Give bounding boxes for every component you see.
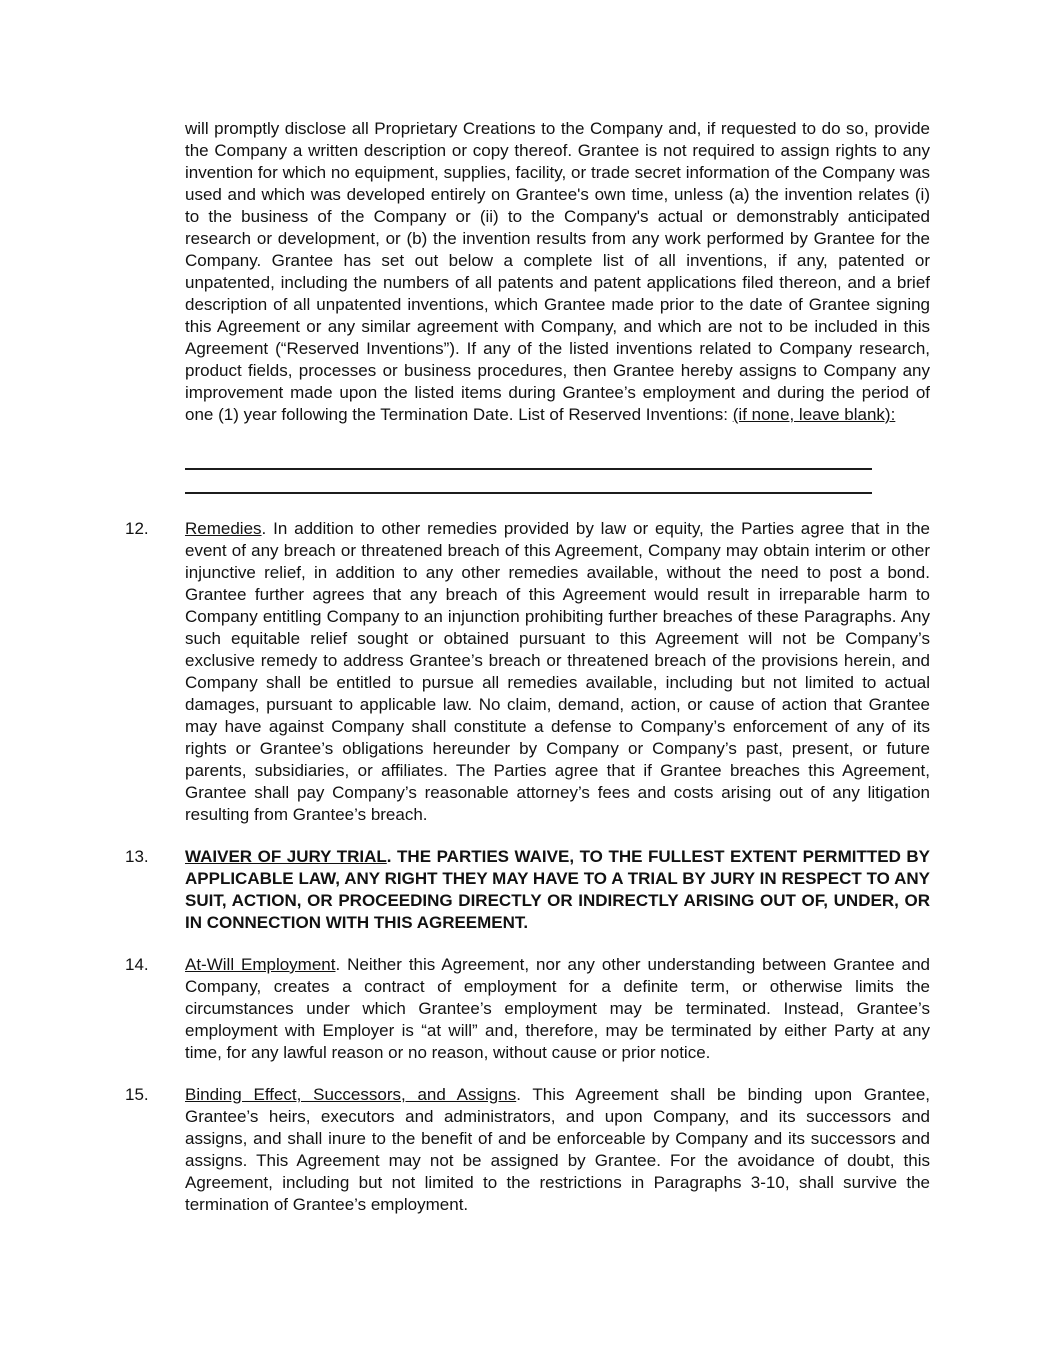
fill-in-instruction: (if none, leave blank):	[732, 405, 896, 424]
section-14-at-will-employment	[125, 954, 930, 1064]
section-12-remedies	[125, 518, 930, 826]
section-13-waiver-of-jury-trial	[125, 846, 931, 934]
section-body: THE PARTIES WAIVE, TO THE FULLEST EXTENT PERMITTED BY APPLICABLE LAW, ANY RIGHT THEY MAY HAVE TO A TRIAL BY JURY IN RESPECT TO ANY SUIT, ACTION, OR PROCEEDING DIRECTLY OR INDIRECTLY ARISING OUT OF, UNDER, OR IN CONNECTION WITH THIS AGREEMENT.	[185, 847, 931, 932]
reserved-inventions-blank-lines	[185, 446, 930, 494]
heading-separator: .	[261, 519, 267, 538]
section-number: 15.	[125, 1085, 149, 1104]
section-heading: At-Will Employment	[185, 955, 336, 974]
document-content-column	[125, 118, 931, 1216]
continuation-paragraph	[185, 118, 930, 426]
heading-separator: .	[516, 1085, 521, 1104]
section-paragraph	[185, 846, 930, 934]
section-number: 12.	[125, 519, 149, 538]
section-15-binding-effect	[125, 1084, 931, 1216]
section-heading: Remedies	[185, 519, 262, 538]
section-body: This Agreement shall be binding upon Grantee, Grantee’s heirs, executors and administrators, and upon Company, and its successors and assigns, and shall inure to the benefit of and be enforceable by Company and its successors and assigns. This Agreement may not be assigned by Grantee. For the avoidance of doubt, this Agreement, including but not limited to the restrictions in Paragraphs 3-10, shall survive the termination of Grantee’s employment.	[185, 1085, 931, 1214]
continuation-text: will promptly disclose all Proprietary Creations to the Company and, if requested to do so, provide the Company a written description or copy thereof. Grantee is not required to assign rights to any invention for which no equipment, supplies, facility, or trade secret information of the Company was used and which was developed entirely on Grantee's own time, unless (a) the invention relates (i) to the business of the Company or (ii) to the Company's actual or demonstrably anticipated research or development, or (b) the invention results from any work performed by Grantee for the Company. Grantee has set out below a complete list of all inventions, if any, patented or unpatented, including the numbers of all patents and patent applications filed thereon, and a brief description of all unpatented inventions, which Grantee made prior to the date of Grantee signing this Agreement or any similar agreement with Company, and which are not to be included in this Agreement (“Reserved Inventions”). If any of the listed inventions related to Company research, product fields, processes or business procedures, then Grantee hereby assigns to Company any improvement made upon the listed items during Grantee’s employment and during the period of one (1) year following the Termination Date. List of Reserved Inventions:	[185, 119, 930, 424]
blank-fill-line	[185, 470, 872, 494]
section-paragraph	[185, 1084, 930, 1216]
section-heading: WAIVER OF JURY TRIAL	[185, 847, 387, 866]
section-number: 13.	[125, 847, 149, 866]
section-paragraph	[185, 518, 930, 826]
blank-fill-line	[185, 446, 872, 470]
section-number: 14.	[125, 955, 149, 974]
heading-separator: .	[386, 847, 392, 866]
section-paragraph	[185, 954, 930, 1064]
section-body: In addition to other remedies provided by law or equity, the Parties agree that in the event of any breach or threatened breach of this Agreement, Company may obtain interim or other injunctive relief, in addition to any other remedies available, without the need to post a bond. Grantee further agrees that any breach of this Agreement would result in irreparable harm to Company entitling Company to an injunction prohibiting further breaches of these Paragraphs. Any such equitable relief sought or obtained pursuant to this Agreement will not be Company’s exclusive remedy to address Grantee’s breach or threatened breach of the provisions herein, and Company shall be entitled to pursue all remedies available, including but not limited to actual damages, pursuant to applicable law. No claim, demand, action, or cause of action that Grantee may have against Company shall constitute a defense to Company’s enforcement of any of its rights or Grantee’s obligations hereunder by Company or Company’s past, present, or future parents, subsidiaries, or affiliates. The Parties agree that if Grantee breaches this Agreement, Grantee shall pay Company’s reasonable attorney’s fees and costs arising out of any litigation resulting from Grantee’s breach.	[185, 519, 930, 824]
section-heading: Binding Effect, Successors, and Assigns	[185, 1085, 517, 1104]
section-body: Neither this Agreement, nor any other understanding between Grantee and Company, creates a contract of employment for a definite term, or otherwise limits the circumstances under which Grantee’s employment may be terminated. Instead, Grantee’s employment with Employer is “at will” and, therefore, may be terminated by either Party at any time, for any lawful reason or no reason, without cause or prior notice.	[185, 955, 930, 1062]
heading-separator: .	[335, 955, 341, 974]
